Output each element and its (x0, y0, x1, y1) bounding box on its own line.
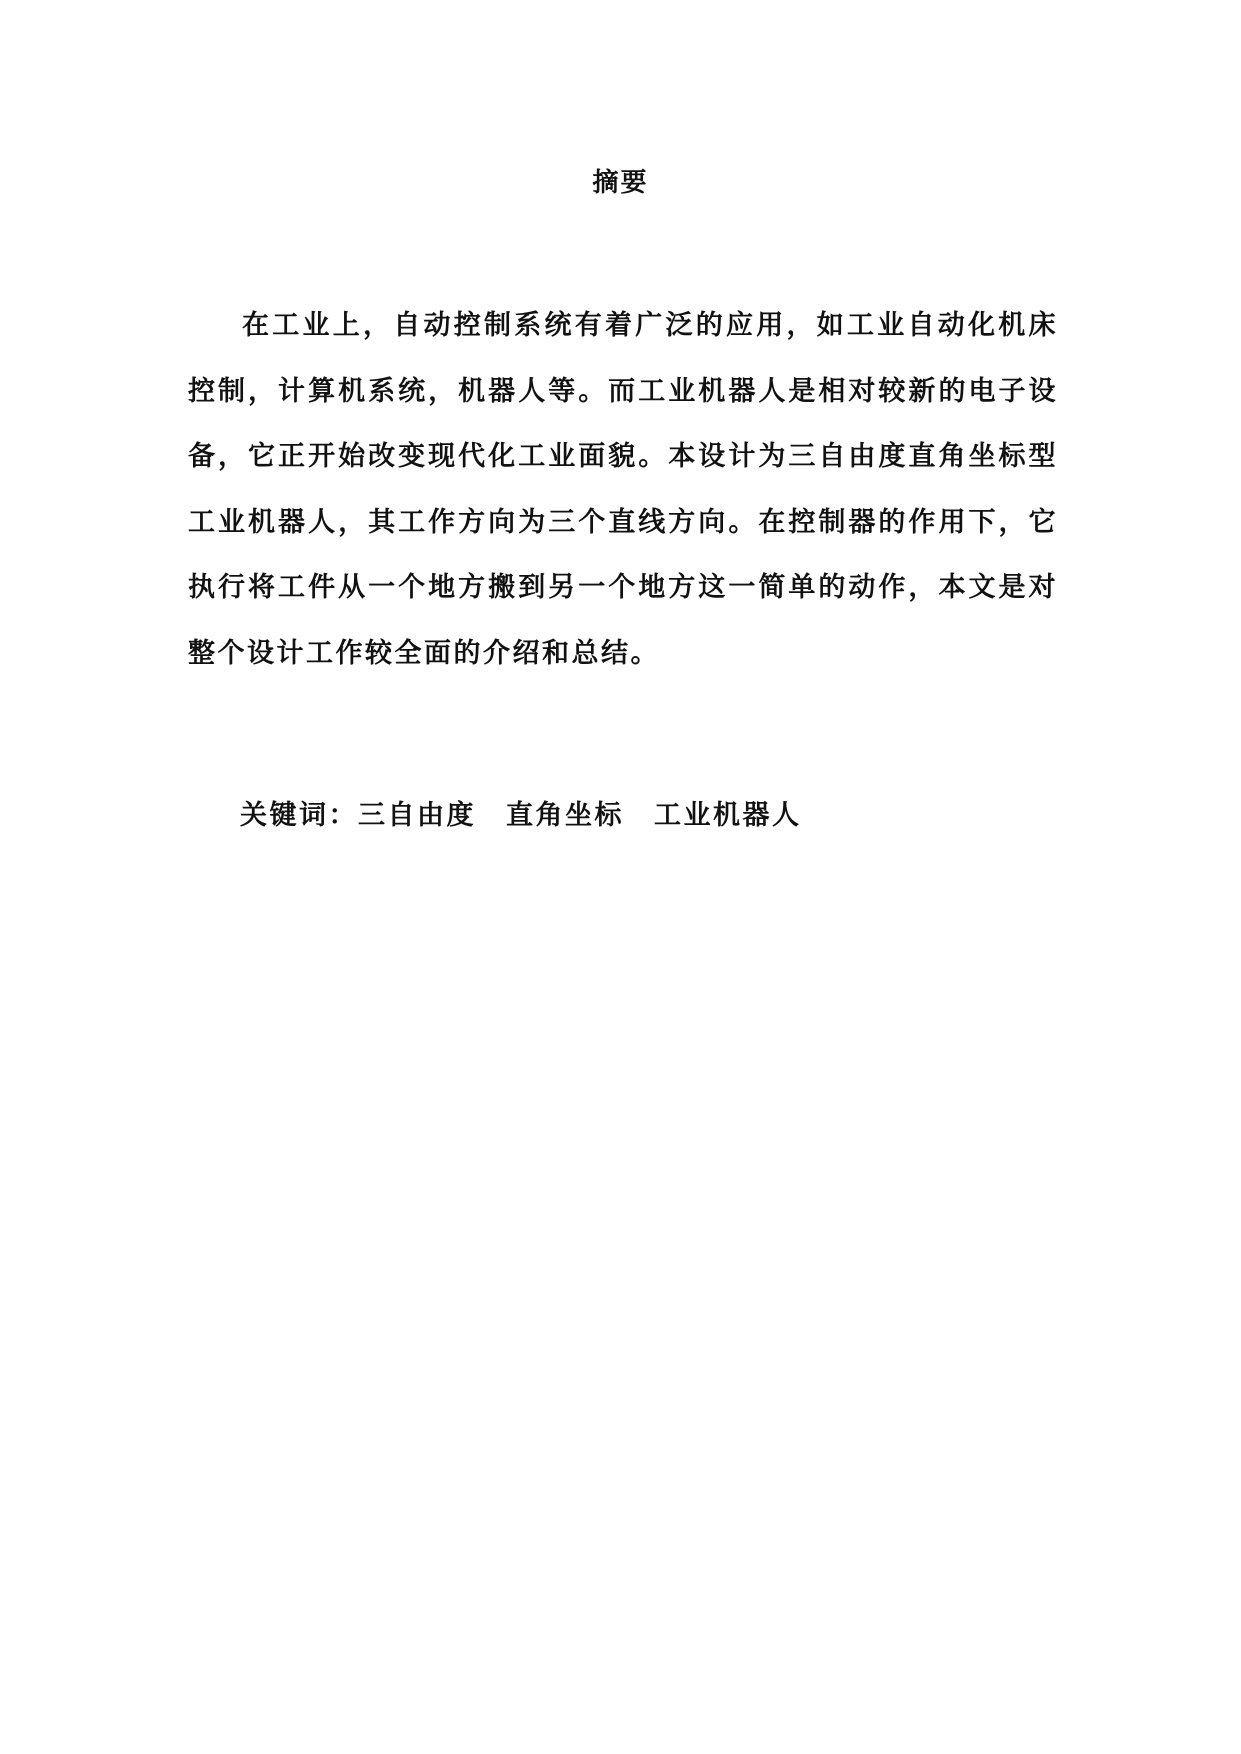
keyword-item: 三自由度 (358, 800, 476, 831)
abstract-paragraph: 在工业上，自动控制系统有着广泛的应用，如工业自动化机床控制，计算机系统，机器人等。而工业机器人是相对较新的电子设备，它正开始改变现代化工业面貌。本设计为三自由度直角坐标型工业机器人，其工作方向为三个直线方向。在控制器的作用下，它执行将工件从一个地方搬到另一个地方这一简单的动作，本文是对整个设计工作较全面的介绍和总结。 (188, 310, 1058, 669)
keyword-item: 工业机器人 (654, 800, 802, 831)
keywords-label: 关键词： (240, 800, 358, 831)
keywords-line (240, 796, 832, 836)
page-title: 摘要 (592, 168, 649, 198)
keyword-item: 直角坐标 (506, 800, 624, 831)
